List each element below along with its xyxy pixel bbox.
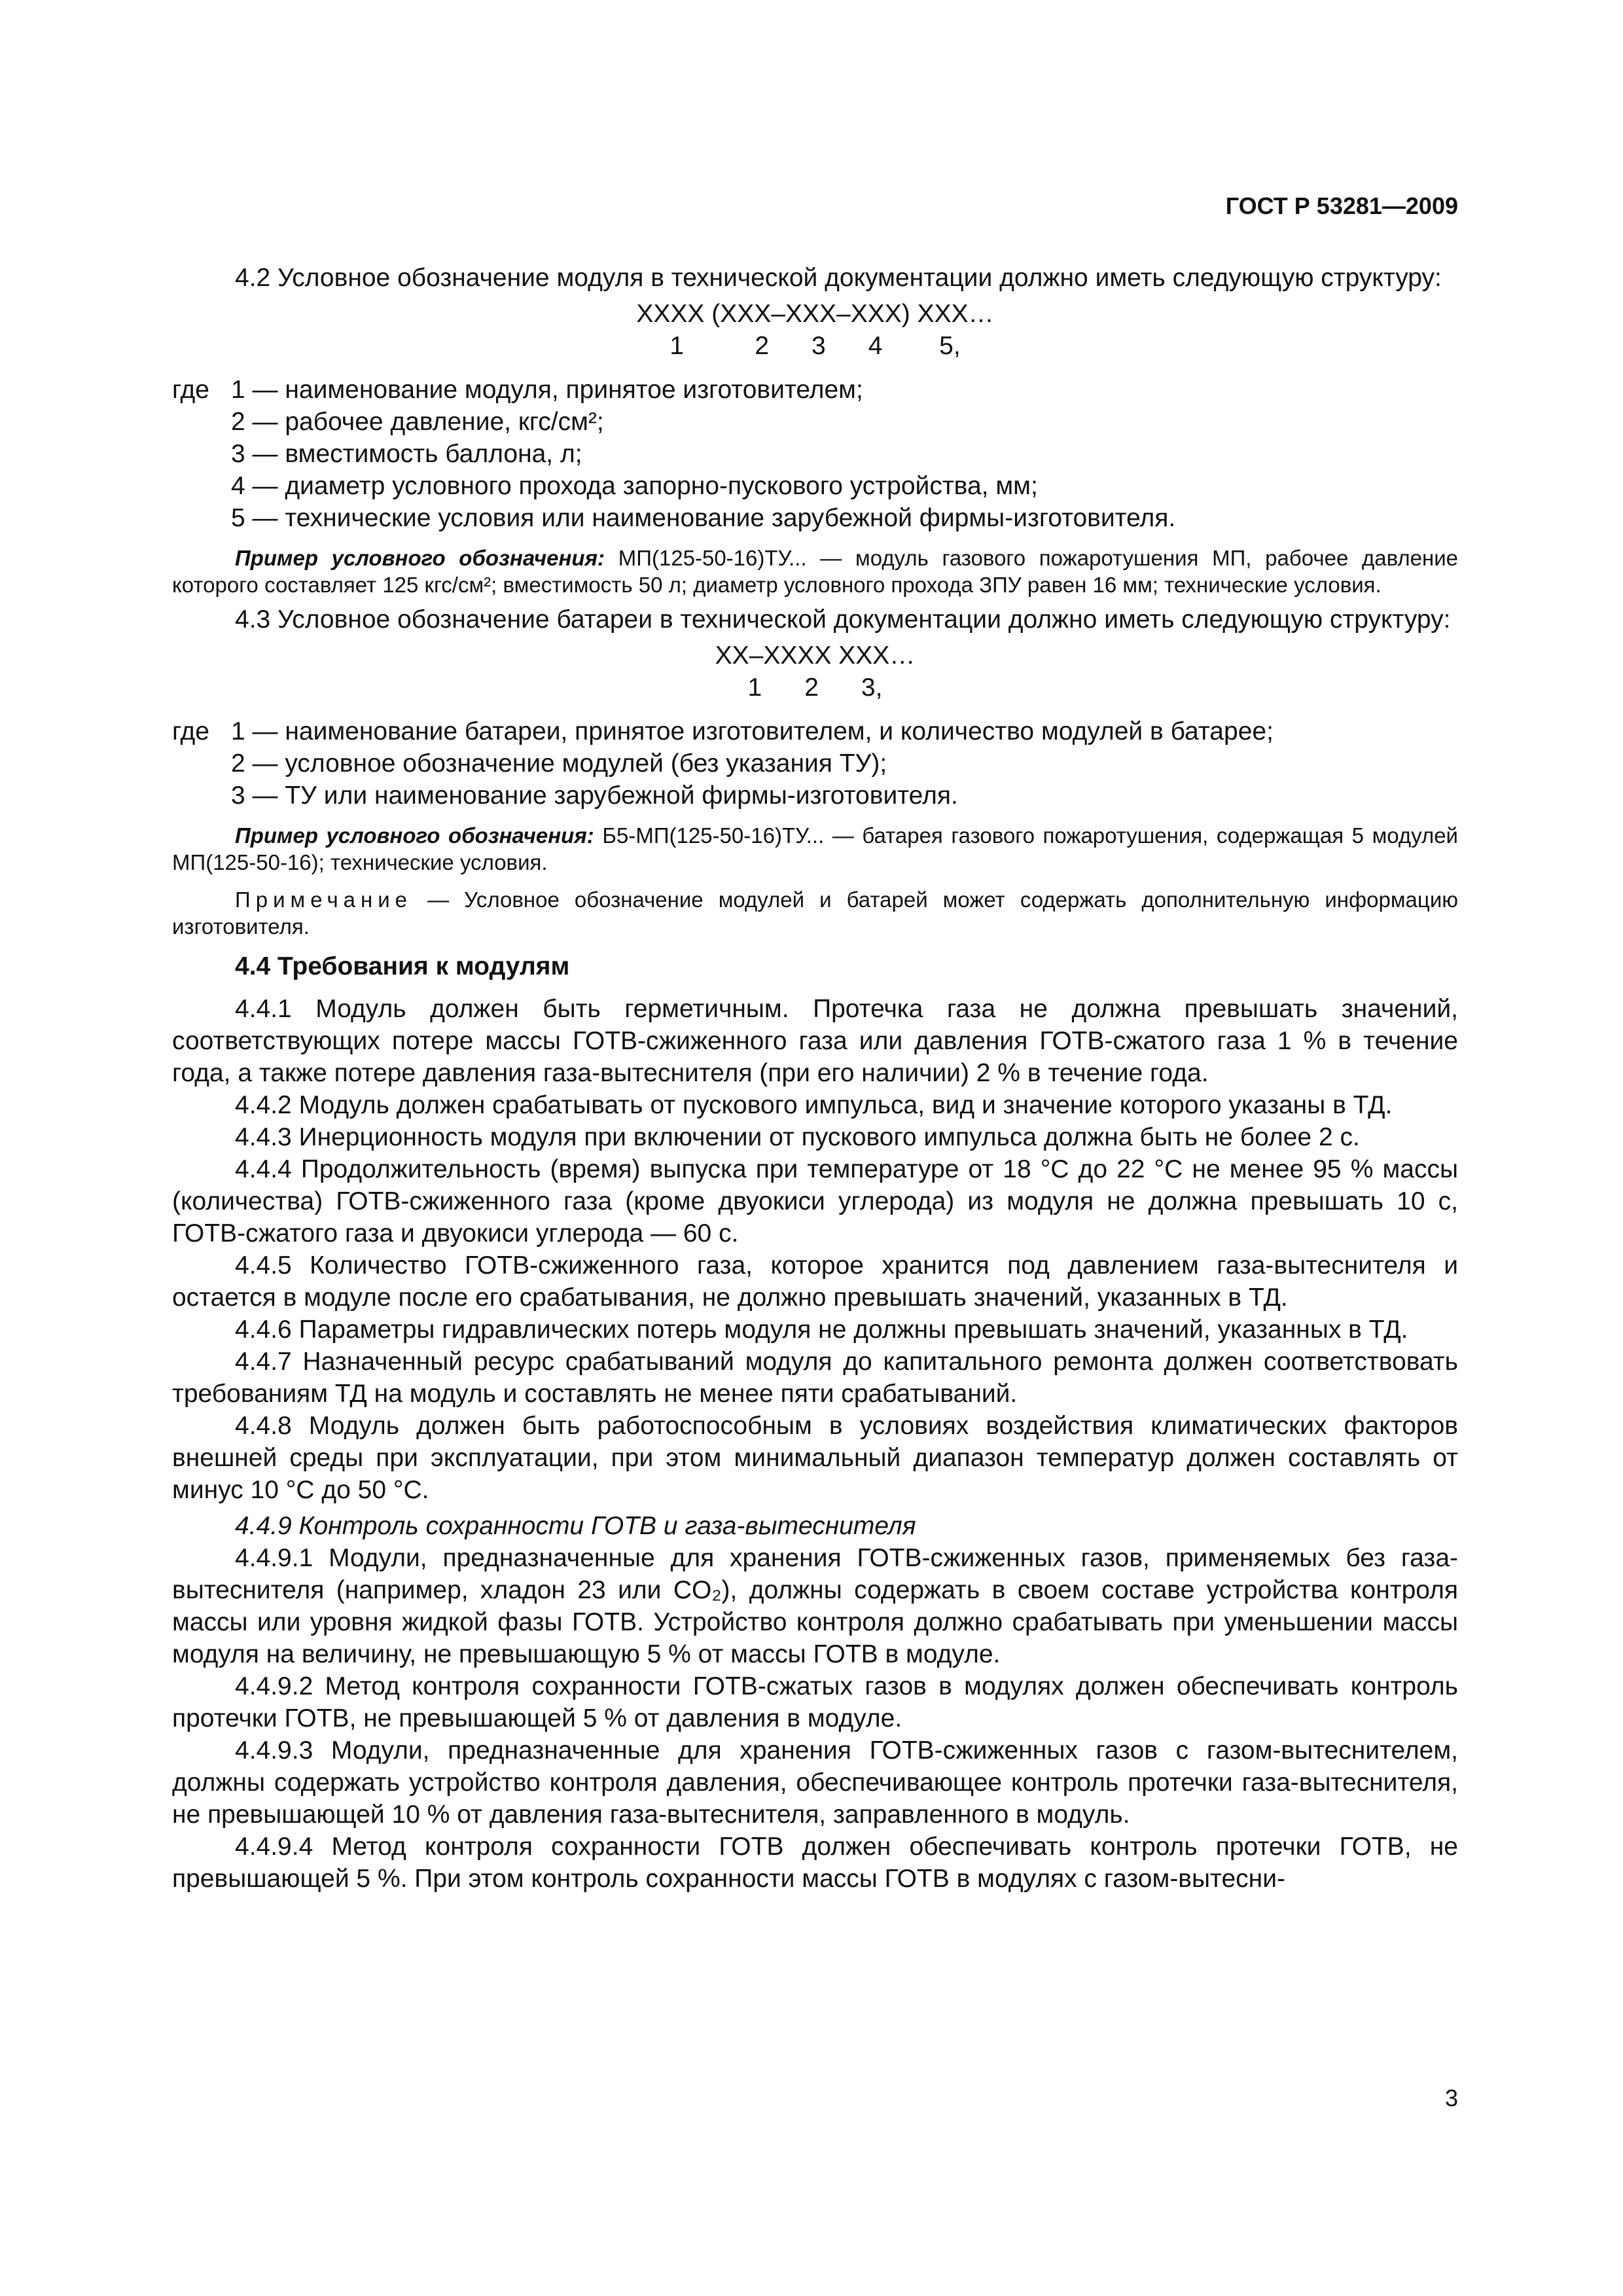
legend-item: 3 — ТУ или наименование зарубежной фирмы-изготовителя. — [231, 781, 958, 810]
formula-battery — [172, 639, 1458, 704]
subsection-heading-4-4-9: 4.4.9 Контроль сохранности ГОТВ и газа-вытеснителя — [235, 1512, 916, 1540]
legend-item: 1 — наименование батареи, принятое изготовителем, и количество модулей в батарее; — [231, 717, 1274, 745]
legend-module — [172, 374, 1458, 534]
paragraph-4-4-2: 4.4.2 Модуль должен срабатывать от пускового импульса, вид и значение которого указаны в ТД. — [235, 1091, 1393, 1119]
paragraph-4-3: 4.3 Условное обозначение батареи в технической документации должно иметь следующую структуру: — [235, 605, 1451, 634]
section-heading-4-4: 4.4 Требования к модулям — [235, 952, 570, 980]
legend-item: 3 — вместимость баллона, л; — [231, 440, 582, 468]
example-label: Пример условного обозначения: — [235, 823, 594, 848]
legend-where-label: где — [172, 376, 209, 404]
paragraph-4-4-4: 4.4.4 Продолжительность (время) выпуска при температуре от 18 °С до 22 °С не менее 95 % массы (количества) ГОТВ-сжиженного газа (кроме двуокиси углерода) из модуля не должна превышать 10 с, ГОТВ-сжатого газа и двуокиси углерода — 60 с. — [172, 1155, 1458, 1247]
example-label: Пример условного обозначения: — [235, 546, 605, 570]
legend-where-label: где — [172, 717, 209, 745]
example-module — [172, 545, 1458, 598]
formula-module — [172, 298, 1458, 362]
example-text: Б5-МП(125-50-16)ТУ... — батарея газового пожаротушения, содержащая 5 модулей МП(125-50-16); технические условия. — [172, 823, 1458, 874]
paragraph-4-4-9-1: 4.4.9.1 Модули, предназначенные для хранения ГОТВ-сжиженных газов, применяемых без газа-вытеснителя (например, хладон 23 или CO₂), должны содержать в своем составе устройства контроля массы или уровня жидкой фазы ГОТВ. Устройство контроля должно срабатывать при уменьшении массы модуля на величину, не превышающую 5 % от массы ГОТВ в модуле. — [172, 1544, 1458, 1668]
note — [172, 886, 1458, 940]
formula-module-numbers: 1 2 3 4 5, — [669, 332, 961, 360]
note-text: — Условное обозначение модулей и батарей может содержать дополнительную информацию изготовителя. — [172, 888, 1458, 939]
legend-item: 1 — наименование модуля, принятое изготовителем; — [231, 376, 863, 404]
note-label: Примечание — [235, 888, 413, 912]
legend-item: 2 — рабочее давление, кгс/см²; — [231, 408, 604, 436]
paragraph-4-4-9-3: 4.4.9.3 Модули, предназначенные для хранения ГОТВ-сжиженных газов с газом-вытеснителем, должны содержать устройство контроля давления, обеспечивающее контроль протечки газа-вытеснителя, не превышающей 10 % от давления газа-вытеснителя, заправленного в модуль. — [172, 1736, 1458, 1829]
formula-battery-numbers: 1 2 3, — [747, 673, 883, 702]
example-battery — [172, 822, 1458, 876]
document-body — [172, 262, 1458, 1895]
legend-item: 4 — диаметр условного прохода запорно-пускового устройства, мм; — [231, 472, 1038, 500]
legend-item: 5 — технические условия или наименование зарубежной фирмы-изготовителя. — [231, 504, 1176, 532]
paragraph-4-4-9-2: 4.4.9.2 Метод контроля сохранности ГОТВ-сжатых газов в модулях должен обеспечивать контроль протечки ГОТВ, не превышающей 5 % от давления в модуле. — [172, 1672, 1458, 1732]
paragraph-4-4-3: 4.4.3 Инерционность модуля при включении от пускового импульса должна быть не более 2 с. — [235, 1123, 1360, 1151]
paragraph-4-4-6: 4.4.6 Параметры гидравлических потерь модуля не должны превышать значений, указанных в ТД. — [235, 1316, 1408, 1344]
paragraph-4-4-8: 4.4.8 Модуль должен быть работоспособным в условиях воздействия климатических факторов внешней среды при эксплуатации, при этом минимальный диапазон температур должен составлять от минус 10 °С до 50 °С. — [172, 1412, 1458, 1504]
example-text: МП(125-50-16)ТУ... — модуль газового пожаротушения МП, рабочее давление которого составляет 125 кгс/см²; вместимость 50 л; диаметр условного прохода ЗПУ равен 16 мм; технические условия. — [172, 546, 1458, 597]
document-header: ГОСТ Р 53281—2009 — [1225, 192, 1458, 219]
formula-module-structure: XXXX (XXX–XXX–XXX) XXX… — [636, 300, 994, 328]
paragraph-4-4-1: 4.4.1 Модуль должен быть герметичным. Протечка газа не должна превышать значений, соответствующих потере массы ГОТВ-сжиженного газа или давления ГОТВ-сжатого газа 1 % в течение года, а также потере давления газа-вытеснителя (при его наличии) 2 % в течение года. — [172, 995, 1458, 1087]
paragraph-4-4-7: 4.4.7 Назначенный ресурс срабатываний модуля до капитального ремонта должен соответствовать требованиям ТД на модуль и составлять не менее пяти срабатываний. — [172, 1348, 1458, 1408]
paragraph-4-4-5: 4.4.5 Количество ГОТВ-сжиженного газа, которое хранится под давлением газа-вытеснителя и остается в модуле после его срабатывания, не должно превышать значений, указанных в ТД. — [172, 1251, 1458, 1312]
page-number: 3 — [1444, 2085, 1458, 2111]
legend-battery — [172, 715, 1458, 812]
paragraph-4-2: 4.2 Условное обозначение модуля в технической документации должно иметь следующую структуру: — [235, 264, 1442, 292]
legend-item: 2 — условное обозначение модулей (без указания ТУ); — [231, 749, 887, 778]
formula-battery-structure: XX–XXXX XXX… — [715, 641, 916, 670]
paragraph-4-4-9-4: 4.4.9.4 Метод контроля сохранности ГОТВ должен обеспечивать контроль протечки ГОТВ, не превышающей 5 %. При этом контроль сохранности массы ГОТВ в модулях с газом-вытесни- — [172, 1833, 1458, 1893]
